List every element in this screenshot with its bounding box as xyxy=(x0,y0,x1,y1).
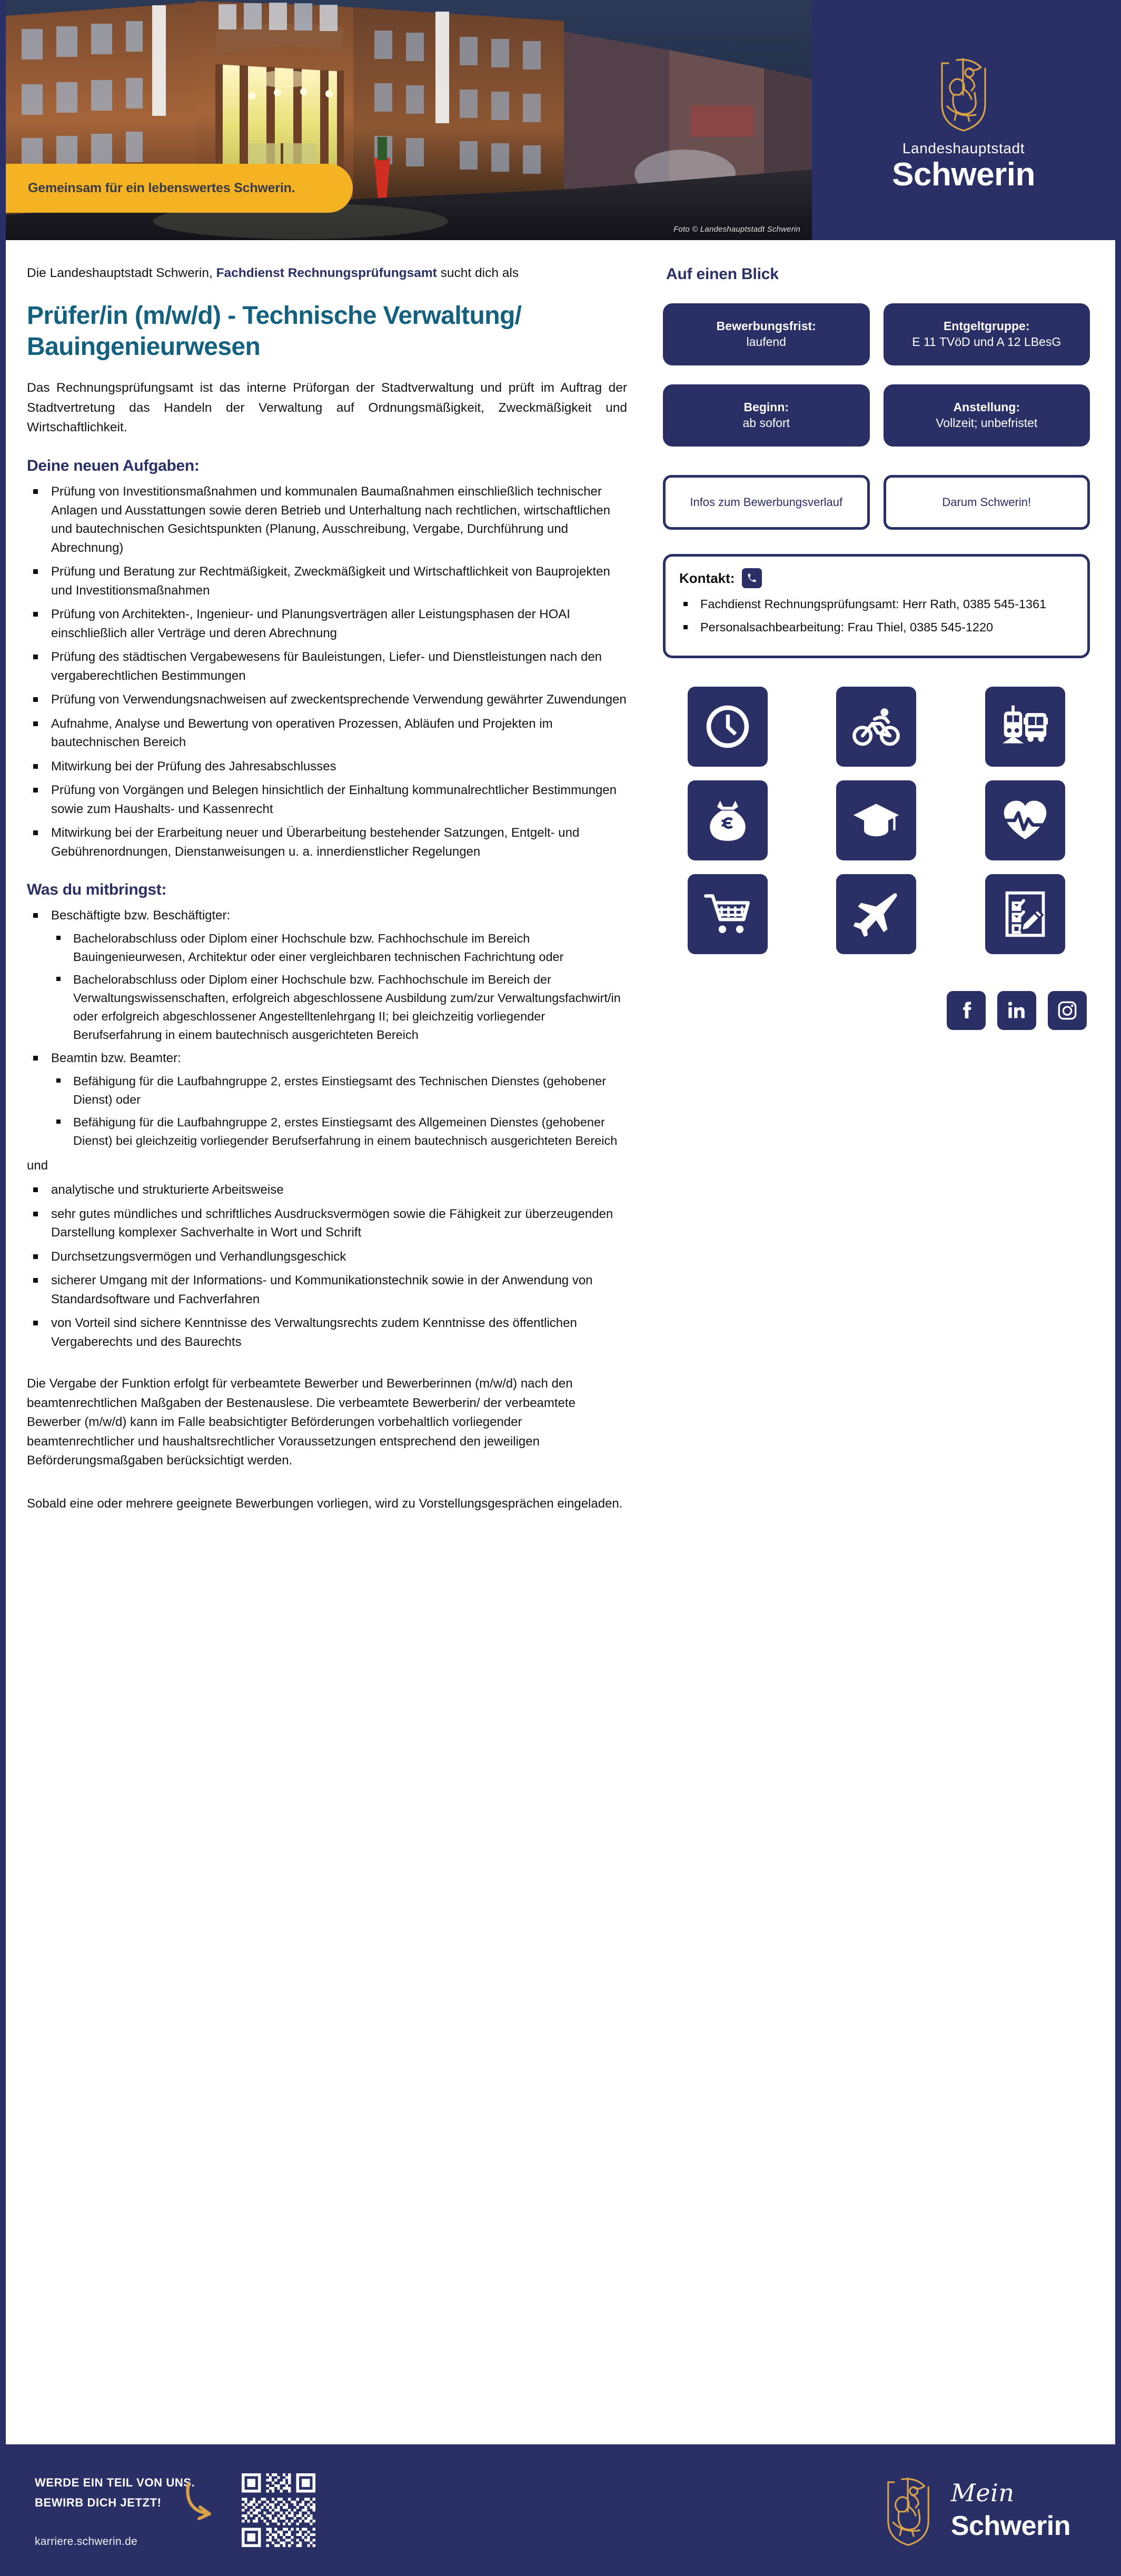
requirements-heading: Was du mitbringst: xyxy=(27,881,167,899)
logo-title: Schwerin xyxy=(892,156,1035,193)
list-item: Prüfung des städtischen Vergabewesens für Bauleistungen, Liefer- und Dienstleistungen nach den vergaberechtlichen Bestimmungen xyxy=(29,648,627,685)
link-button-grid xyxy=(663,475,1090,530)
footer-brand xyxy=(879,2468,1086,2552)
curved-arrow-icon xyxy=(182,2479,230,2526)
card-key: Entgeltgruppe: xyxy=(943,319,1030,333)
clock-icon xyxy=(703,702,752,751)
employee-sublist xyxy=(51,929,627,1044)
closing-paragraph-2: Sobald eine oder mehrere geeignete Bewerbungen vorliegen, wird zu Vorstellungsgesprächen eingeladen. xyxy=(27,1497,623,1511)
group-label: Beschäftigte bzw. Beschäftigter: xyxy=(51,908,231,923)
benefit-tile-public-transport xyxy=(985,687,1065,767)
info-card-bewerbungsfrist xyxy=(663,303,870,365)
header-photo xyxy=(6,0,812,240)
info-card-entgeltgruppe xyxy=(884,303,1090,365)
logo-subtitle: Landeshauptstadt xyxy=(902,140,1025,157)
benefit-tile-vacation xyxy=(836,874,916,954)
closing-paragraph-1: Die Vergabe der Funktion erfolgt für verbeamtete Bewerber und Bewerberinnen (m/w/d) nach den beamtenrechtlichen Maßgaben der Bestenauslese. Die verbeamtete Bewerberin/ der verbeamtete Bewerber (m/w/d) kann im Falle beabsichtigter Beförderungen vorbehaltlich vorliegender beamtenrechtlicher und haushaltsrechtlicher Voraussetzungen entsprechend den jeweiligen Beförderungsmaßgaben berücksichtigt werden. xyxy=(27,1376,576,1468)
mein-schwerin-wordmark xyxy=(951,2481,1070,2540)
card-key: Bewerbungsfrist: xyxy=(716,319,816,333)
list-item: sicherer Umgang mit der Informations- und Kommunikationstechnik sowie in der Anwendung von Standardsoftware und Fachverfahren xyxy=(29,1271,627,1309)
intro-line xyxy=(27,263,627,283)
benefits-icon-grid xyxy=(663,687,1090,954)
linkedin-link[interactable] xyxy=(997,991,1036,1030)
benefit-tile-application xyxy=(985,874,1065,954)
glance-heading: Auf einen Blick xyxy=(666,265,779,283)
intro-prefix: Die Landeshauptstadt Schwerin, xyxy=(27,266,216,280)
airplane-icon xyxy=(852,890,900,938)
footer-cta xyxy=(35,2473,266,2548)
right-column xyxy=(648,240,1115,1514)
card-key: Anstellung: xyxy=(953,400,1020,414)
city-logo-block xyxy=(812,0,1115,240)
instagram-icon xyxy=(1057,1000,1078,1021)
bicycle-icon xyxy=(852,702,900,751)
list-item: Mitwirkung bei der Prüfung des Jahresabschlusses xyxy=(29,757,627,776)
info-card-beginn xyxy=(663,384,870,447)
link-bewerbungsverlauf[interactable]: Infos zum Bewerbungsverlauf xyxy=(663,475,870,530)
list-item: Prüfung von Vorgängen und Belegen hinsichtlich der Einhaltung kommunalrechtlicher Bestimmungen sowie zum Haushalts- und Kassenrecht xyxy=(29,781,627,818)
benefit-tile-salary xyxy=(688,780,768,860)
job-lede: Das Rechnungsprüfungsamt ist das interne Prüforgan der Stadtverwaltung und prüft im Auftrag der Stadtvertretung das Handeln der Verwaltung auf Ordnungsmäßigkeit, Zweckmäßigkeit und Wirtschaftlichkeit. xyxy=(27,381,627,434)
card-value: laufend xyxy=(746,335,786,349)
photo-credit: Foto © Landeshauptstadt Schwerin xyxy=(673,225,800,234)
card-value: Vollzeit; unbefristet xyxy=(936,416,1038,430)
shopping-cart-icon xyxy=(703,890,752,938)
footer-line-2: BEWIRB DICH JETZT! xyxy=(35,2496,162,2509)
card-value: ab sofort xyxy=(742,416,790,430)
footer-line-1: WERDE EIN TEIL VON UNS. xyxy=(35,2475,195,2489)
list-item-group-employee xyxy=(29,906,627,1044)
kontakt-box xyxy=(663,554,1090,658)
facebook-link[interactable] xyxy=(947,991,986,1030)
kontakt-list xyxy=(679,596,1074,637)
intro-suffix: sucht dich als xyxy=(437,266,519,280)
linkedin-icon xyxy=(1006,1000,1027,1021)
header-banner xyxy=(6,164,353,213)
content-area xyxy=(6,240,1115,1514)
train-bus-icon xyxy=(1001,702,1049,751)
footer-url: karriere.schwerin.de xyxy=(35,2535,138,2548)
benefit-tile-health xyxy=(985,780,1065,860)
list-item: Bachelorabschluss oder Diplom einer Hochschule bzw. Fachhochschule im Bereich Bauingenieurwesen, Architektur oder einer vergleichbaren technischen Fachrichtung oder xyxy=(51,929,627,966)
card-value: E 11 TVöD und A 12 LBesG xyxy=(912,335,1062,349)
list-item: Aufnahme, Analyse und Bewertung von operativen Prozessen, Abläufen und Projekten im bautechnischen Bereich xyxy=(29,715,627,752)
list-item: sehr gutes mündliches und schriftliches Ausdrucksvermögen sowie die Fähigkeit zur überzeugenden Darstellung komplexer Sachverhalte in Wort und Schrift xyxy=(29,1205,627,1242)
page-header xyxy=(6,0,1115,240)
schwerin-crest-footer-icon xyxy=(879,2468,937,2552)
tasks-list xyxy=(29,482,627,861)
list-item: Fachdienst Rechnungsprüfungsamt: Herr Rath, 0385 545-1361 xyxy=(679,596,1074,613)
money-bag-euro-icon xyxy=(703,796,752,845)
qr-code[interactable] xyxy=(239,2460,318,2560)
instagram-link[interactable] xyxy=(1048,991,1087,1030)
page-title: Prüfer/in (m/w/d) - Technische Verwaltung/ Bauingenieurwesen xyxy=(27,302,522,361)
phone-icon xyxy=(742,568,762,588)
group-label: Beamtin bzw. Beamter: xyxy=(51,1051,181,1066)
card-key: Beginn: xyxy=(743,400,789,414)
benefit-tile-working-hours xyxy=(688,687,768,767)
facebook-icon xyxy=(956,1000,977,1021)
list-item: Befähigung für die Laufbahngruppe 2, erstes Einstiegsamt des Allgemeinen Dienstes (gehobener Dienst) bei gleichzeitig vorliegender Berufserfahrung in einem bautechnisch ausgerichteten Bereich xyxy=(51,1113,627,1150)
intro-department: Fachdienst Rechnungsprüfungsamt xyxy=(216,266,437,280)
connector-und: und xyxy=(27,1158,48,1173)
list-item: von Vorteil sind sichere Kenntnisse des Verwaltungsrechts zudem Kenntnisse des öffentlichen Vergaberechts und des Baurechts xyxy=(29,1314,627,1351)
page-footer xyxy=(0,2444,1121,2576)
social-links-row xyxy=(663,991,1090,1030)
list-item: Prüfung von Verwendungsnachweisen auf zweckentsprechende Verwendung gewährter Zuwendungen xyxy=(29,690,627,709)
list-item: Bachelorabschluss oder Diplom einer Hochschule bzw. Fachhochschule im Bereich der Verwaltungswissenschaften, erfolgreich abgeschlossene Ausbildung zum/zur Verwaltungsfachwirt/in oder erfolgreich abgeschlossener Angestelltenlehrgang II; bei gleichzeitig vorliegender Berufserfahrung in einem bautechnisch ausgerichteten Bereich xyxy=(51,970,627,1044)
heart-pulse-icon xyxy=(1001,796,1049,845)
benefit-tile-bicycle xyxy=(836,687,916,767)
kontakt-label: Kontakt: xyxy=(679,570,735,586)
info-card-anstellung xyxy=(884,384,1090,447)
schwerin-crest-icon xyxy=(932,54,995,133)
skills-list xyxy=(29,1181,627,1351)
header-banner-text: Gemeinsam für ein lebenswertes Schwerin. xyxy=(28,181,295,195)
list-item: analytische und strukturierte Arbeitsweise xyxy=(29,1181,627,1200)
benefit-tile-discounts xyxy=(688,874,768,954)
benefit-tile-training xyxy=(836,780,916,860)
list-item: Personalsachbearbeitung: Frau Thiel, 0385 545-1220 xyxy=(679,619,1074,637)
phone-glyph xyxy=(747,573,757,583)
kontakt-header xyxy=(679,568,1074,588)
glance-card-grid xyxy=(663,303,1090,447)
requirements-list xyxy=(29,906,627,1150)
mein-text: Mein xyxy=(950,2479,1015,2507)
list-item: Befähigung für die Laufbahngruppe 2, erstes Einstiegsamt des Technischen Dienstes (gehobener Dienst) oder xyxy=(51,1072,627,1109)
list-item: Prüfung und Beratung zur Rechtmäßigkeit, Zweckmäßigkeit und Wirtschaftlichkeit von Bauprojekten und Investitionsmaßnahmen xyxy=(29,562,627,600)
list-item: Durchsetzungsvermögen und Verhandlungsgeschick xyxy=(29,1247,627,1266)
list-item: Prüfung von Investitionsmaßnahmen und kommunalen Baumaßnahmen einschließlich technischer Anlagen und Ausstattungen sowie deren Betrieb und Unterhaltung nach rechtlichen, wirtschaftlichen und bautechnischen Gesichtspunkten (Planung, Ausschreibung, Vergabe, Durchführung und Abrechnung) xyxy=(29,482,627,557)
list-item: Prüfung von Architekten-, Ingenieur- und Planungsverträgen aller Leistungsphasen der HOAI einschließlich aller Verträge und deren Abrechnung xyxy=(29,605,627,642)
checklist-pencil-icon xyxy=(1001,890,1049,938)
graduation-cap-icon xyxy=(852,796,900,845)
list-item-group-official xyxy=(29,1049,627,1150)
schwerin-text: Schwerin xyxy=(950,2511,1070,2541)
official-sublist xyxy=(51,1072,627,1150)
link-darum-schwerin[interactable]: Darum Schwerin! xyxy=(884,475,1090,530)
left-column xyxy=(6,240,648,1514)
list-item: Mitwirkung bei der Erarbeitung neuer und Überarbeitung bestehender Satzungen, Entgelt- und Gebührenordnungen, Dienstanweisungen u. a. innerdienstlicher Regelungen xyxy=(29,824,627,861)
tasks-heading: Deine neuen Aufgaben: xyxy=(27,457,200,475)
